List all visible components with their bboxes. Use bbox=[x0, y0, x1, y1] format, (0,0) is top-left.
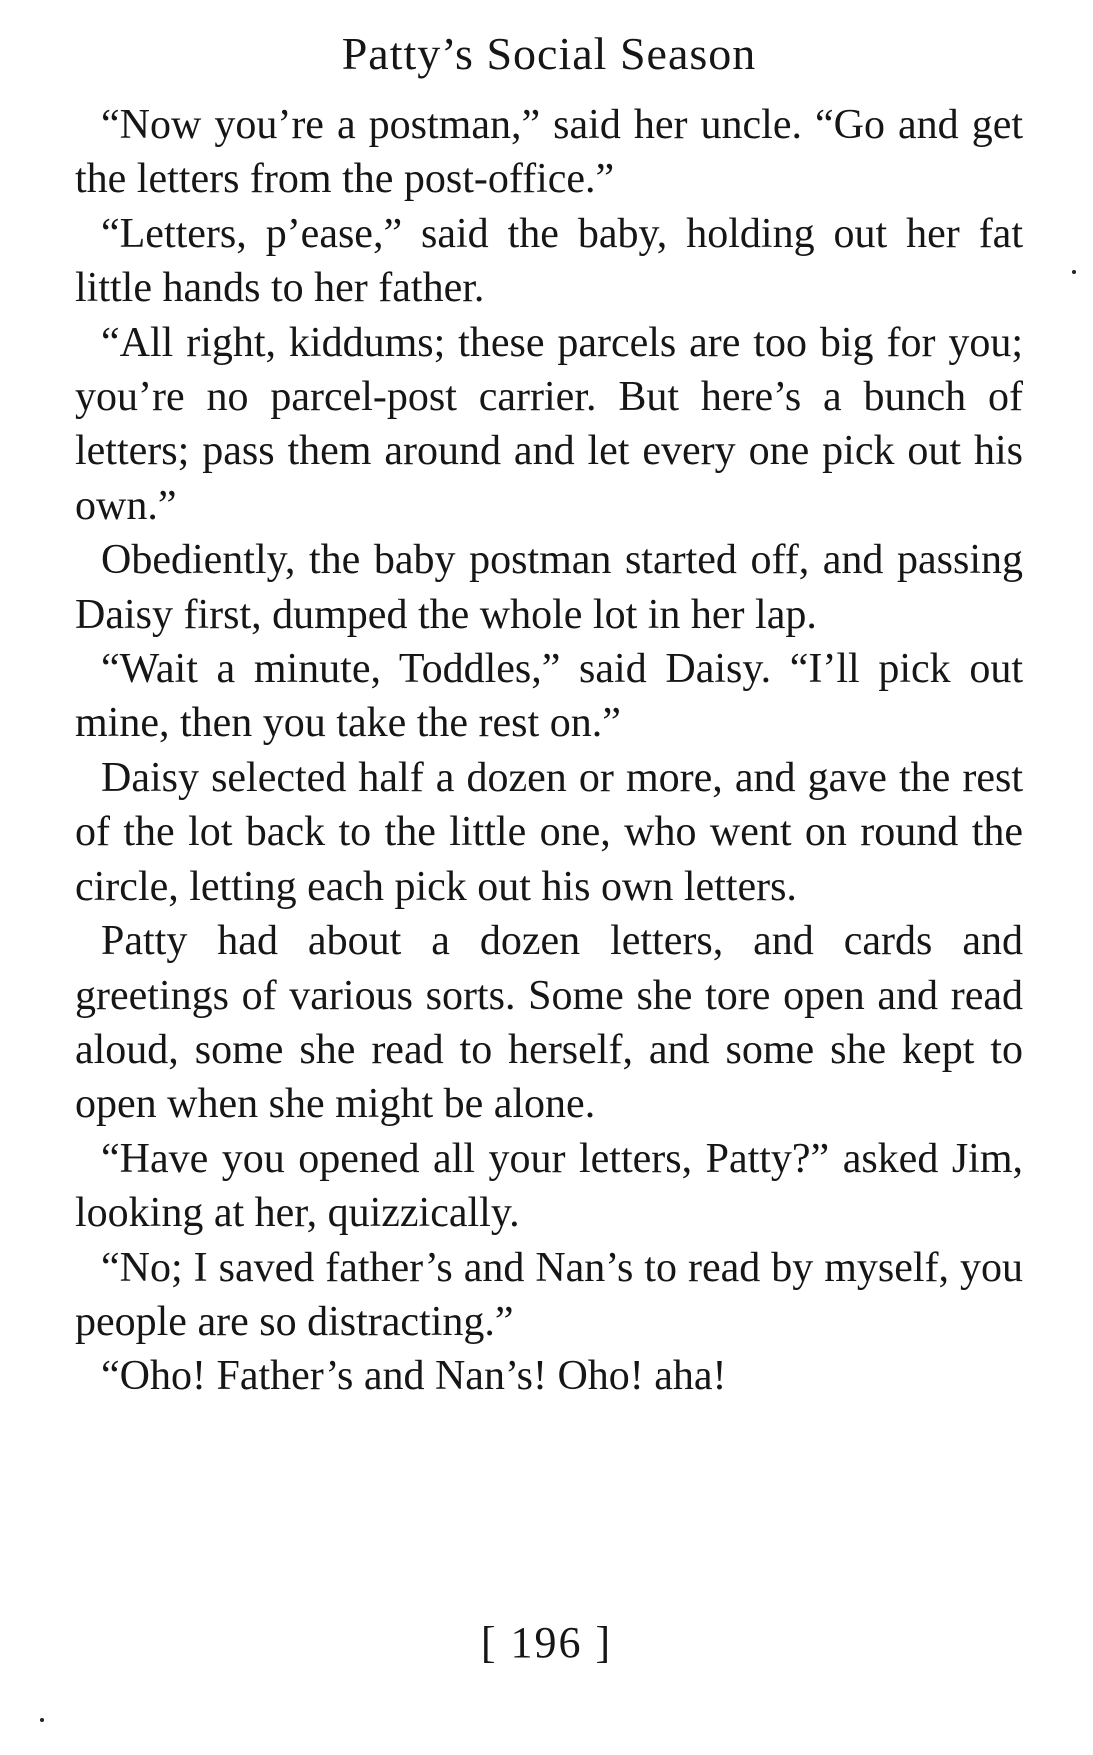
body-text bbox=[75, 98, 1023, 1404]
paragraph: Patty had about a dozen letters, and cards and greetings of various sorts. Some she tore open and read aloud, some she read to herself, and some she kept to open when she might be alone. bbox=[75, 918, 1023, 1128]
paragraph: Daisy selected half a dozen or more, and gave the rest of the lot back to the little one, who went on round the circle, letting each pick out his own letters. bbox=[75, 754, 1023, 910]
running-title: Patty’s Social Season bbox=[341, 28, 757, 79]
paragraph: “Now you’re a postman,” said her uncle. “Go and get the letters from the post-office.” bbox=[75, 102, 1023, 203]
paragraph: Obediently, the baby postman started off, and passing Daisy first, dumped the whole lot in her lap. bbox=[75, 537, 1023, 638]
paragraph: “Wait a minute, Toddles,” said Daisy. “I’ll pick out mine, then you take the rest on.” bbox=[75, 646, 1023, 747]
paragraph: “Oho! Father’s and Nan’s! Oho! aha! bbox=[101, 1353, 727, 1400]
book-page bbox=[75, 22, 1023, 1404]
paragraph: “All right, kiddums; these parcels are too big for you; you’re no parcel-post carrier. But here’s a bunch of letters; pass them around and let every one pick out his own.” bbox=[75, 319, 1023, 529]
ink-speck bbox=[1072, 270, 1076, 274]
page-number: [ 196 ] bbox=[480, 1618, 613, 1667]
paragraph: “No; I saved father’s and Nan’s to read by myself, you people are so distracting.” bbox=[75, 1244, 1023, 1345]
paragraph: “Have you opened all your letters, Patty?” asked Jim, looking at her, quizzically. bbox=[75, 1135, 1023, 1237]
ink-speck bbox=[40, 1718, 44, 1722]
paragraph: “Letters, p’ease,” said the baby, holding out her fat little hands to her father. bbox=[75, 210, 1023, 312]
